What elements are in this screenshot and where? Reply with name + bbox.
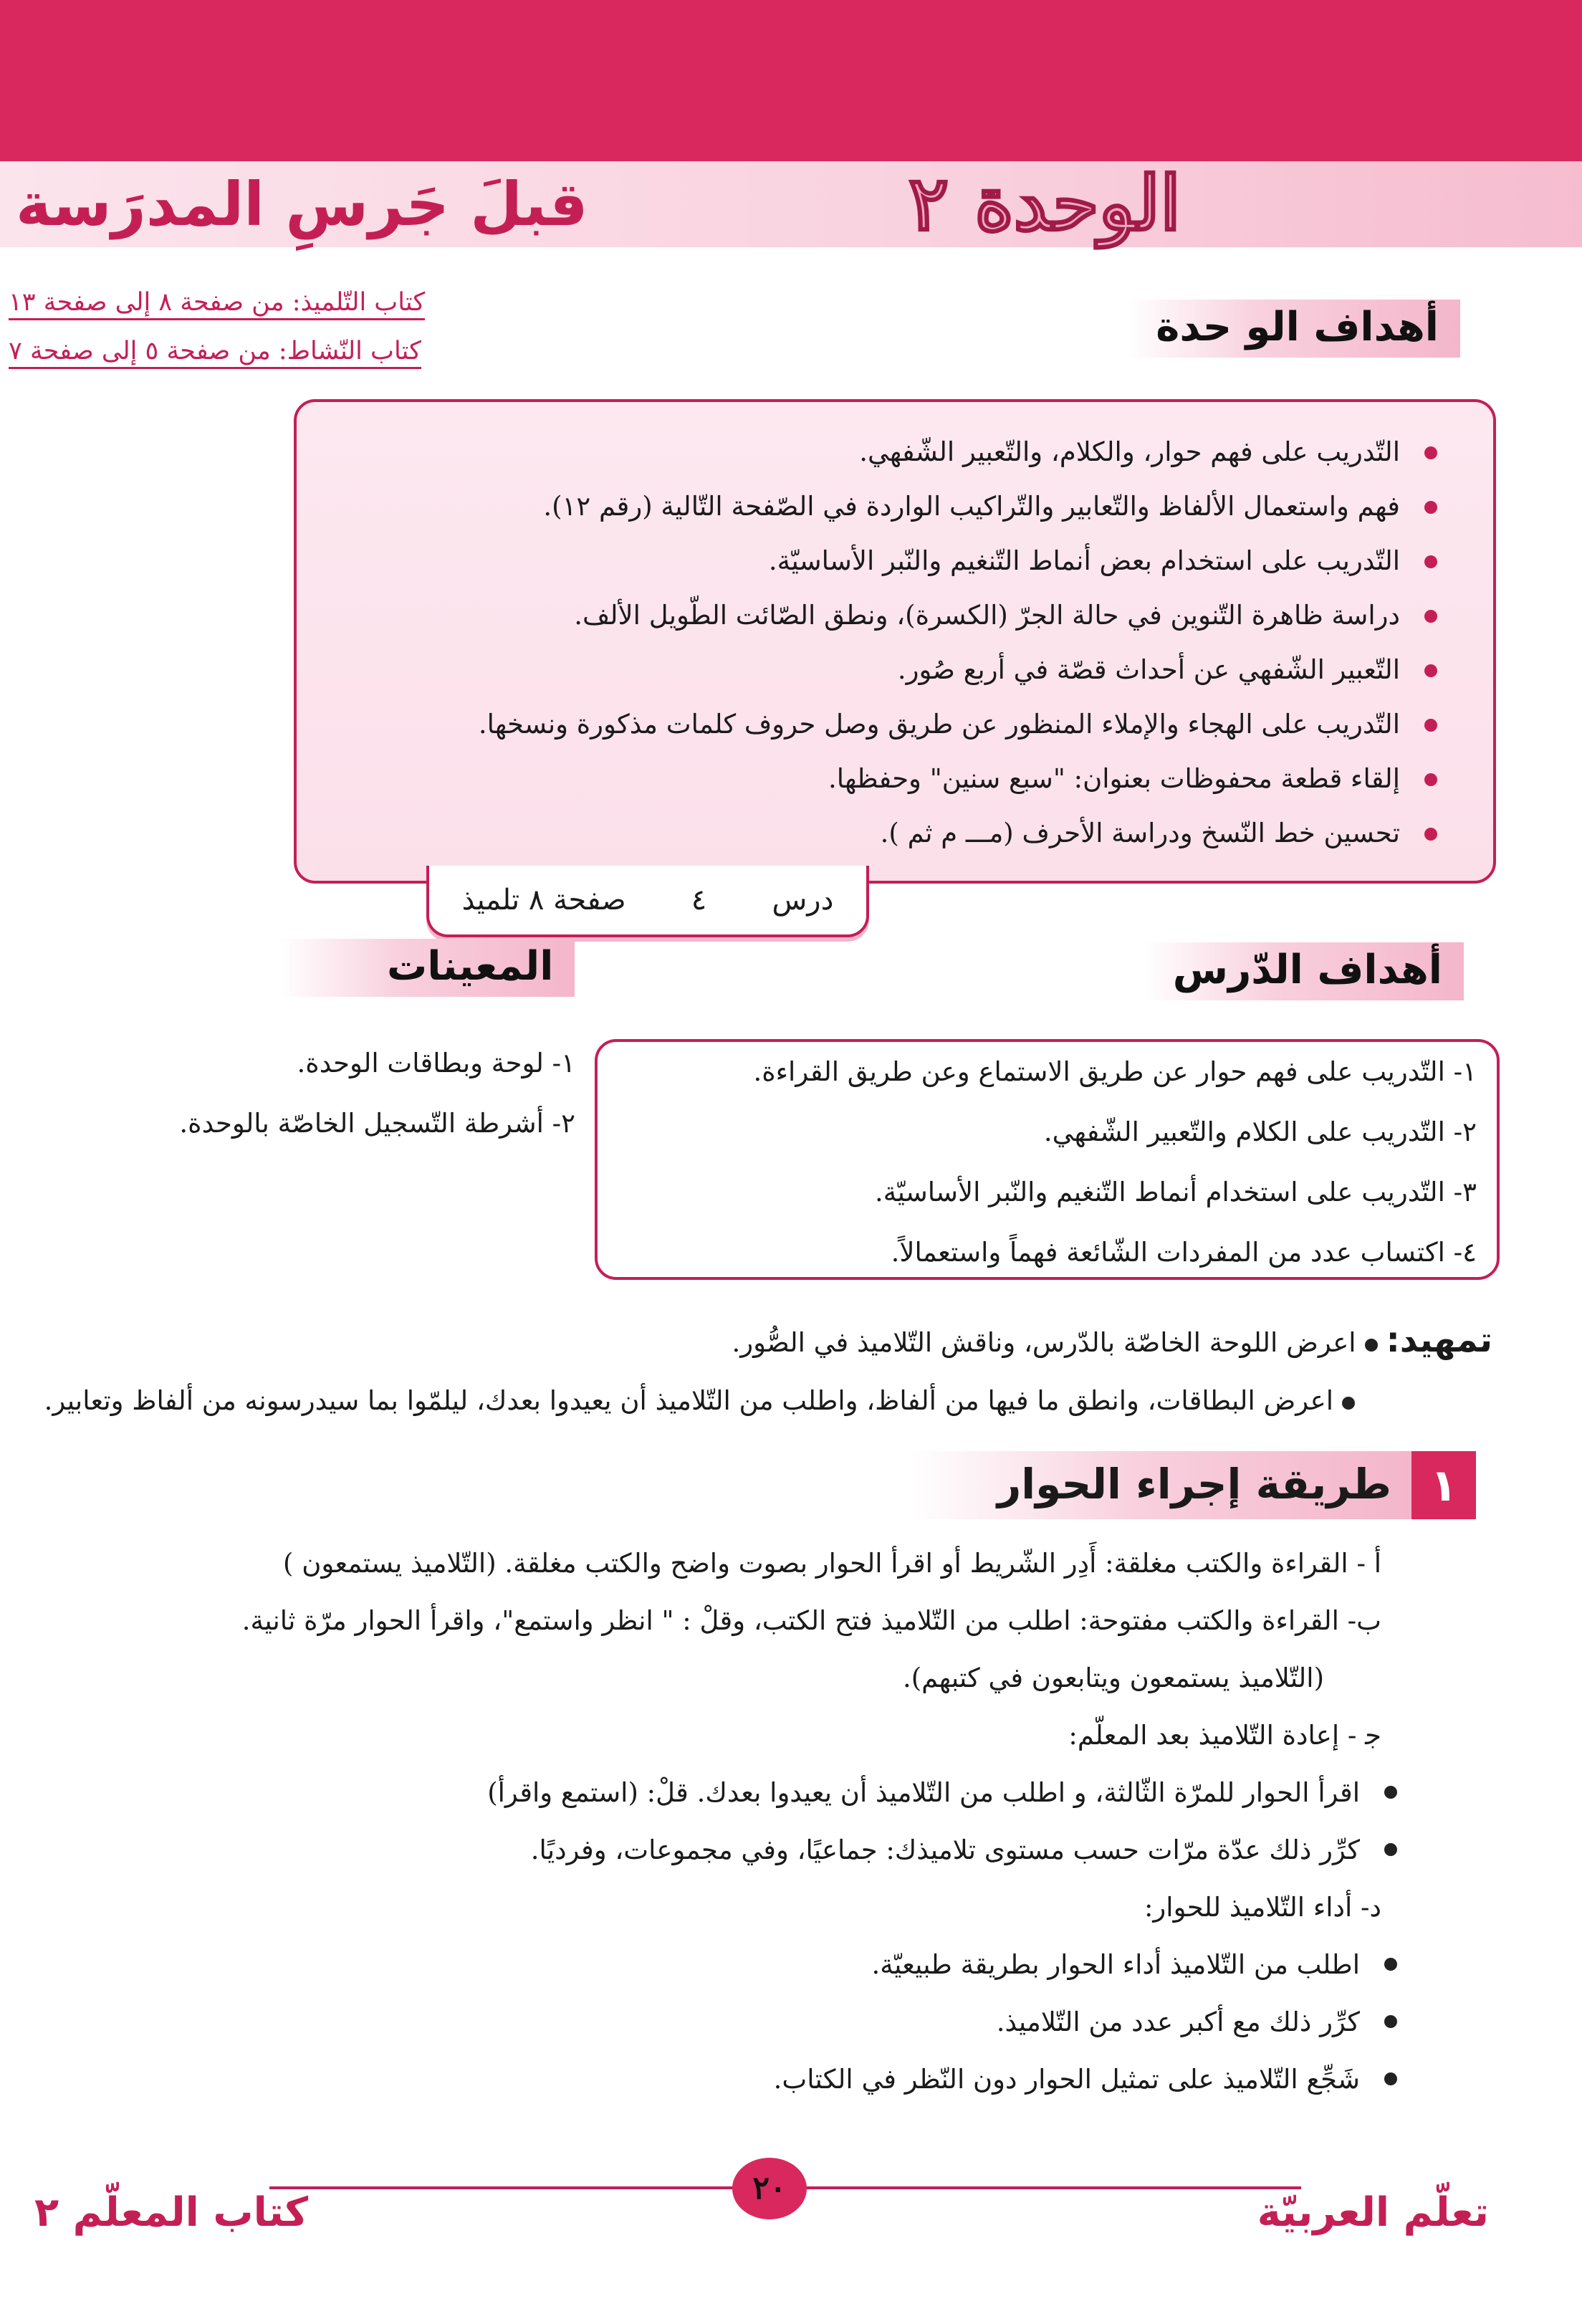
activity-book-ref: كتاب النّشاط: من صفحة ٥ إلى صفحة ٧ bbox=[9, 337, 421, 369]
lesson-label: درس bbox=[772, 884, 834, 917]
lesson-goals-heading: أهداف الدّرس bbox=[1144, 942, 1464, 1000]
unit-title: الوحدة ٢ bbox=[909, 159, 1181, 247]
list-item: ١- لوحة وبطاقات الوحدة. bbox=[297, 1048, 575, 1079]
list-item: ٣- التّدريب على استخدام أنماط التّنغيم والنّبر الأساسيّة. bbox=[874, 1177, 1477, 1208]
intro-line-2 bbox=[44, 1372, 1363, 1430]
intro-text-1: اعرض اللوحة الخاصّة بالدّرس، وناقش التّلاميذ في الصُّور. bbox=[732, 1327, 1356, 1358]
list-item: فهم واستعمال الألفاظ والتّعابير والتّراكيب الواردة في الصّفحة التّالية (رقم ١٢). bbox=[297, 479, 1450, 534]
list-item: التّدريب على استخدام بعض أنماط التّنغيم والنّبر الأساسيّة. bbox=[297, 534, 1450, 588]
aids-list bbox=[179, 1033, 575, 1154]
footer-teacher-book: كتاب المعلّم ٢ bbox=[34, 2189, 309, 2236]
top-color-band bbox=[0, 0, 1582, 161]
list-item: ٢- أشرطة التّسجيل الخاصّة بالوحدة. bbox=[179, 1108, 575, 1139]
list-item: دراسة ظاهرة التّنوين في حالة الجرّ (الكسرة)، ونطق الصّائت الطّويل الألف. bbox=[297, 588, 1450, 643]
intro-line-1 bbox=[732, 1311, 1492, 1372]
step-d-list bbox=[774, 1936, 1410, 2108]
unit-goals-box bbox=[294, 399, 1496, 884]
aids-heading: المعينات bbox=[279, 939, 575, 997]
lesson-goals-list bbox=[598, 1042, 1497, 1283]
section-number-badge: ١ bbox=[1411, 1451, 1476, 1519]
footer-book-title: تعلّم العربيّة bbox=[1257, 2189, 1489, 2236]
intro-text-2: اعرض البطاقات، وانطق ما فيها من ألفاظ، واطلب من التّلاميذ أن يعيدوا بعدك، ليلمّوا بما سيدرسونه من ألفاظ وتعابير. bbox=[44, 1385, 1333, 1416]
student-book-ref: كتاب التّلميذ: من صفحة ٨ إلى صفحة ١٣ bbox=[9, 288, 425, 320]
list-item: التّعبير الشّفهي عن أحداث قصّة في أربع صُور. bbox=[297, 643, 1450, 697]
list-item: اقرأ الحوار للمرّة الثّالثة، و اطلب من التّلاميذ أن يعيدوا بعدك. قلْ: (استمع واقرأ) bbox=[487, 1764, 1410, 1822]
section-title: طريقة إجراء الحوار bbox=[911, 1451, 1411, 1519]
bullet-icon bbox=[1342, 1397, 1355, 1410]
step-d: د- أداء التّلاميذ للحوار: bbox=[1144, 1892, 1381, 1923]
list-item: ٤- اكتساب عدد من المفردات الشّائعة فهماً واستعمالاً. bbox=[891, 1237, 1477, 1268]
step-c-list bbox=[487, 1764, 1410, 1879]
lesson-number: ٤ bbox=[691, 884, 707, 917]
list-item: إلقاء قطعة محفوظات بعنوان: "سبع سنين" وحفظها. bbox=[297, 752, 1450, 806]
list-item: تحسين خط النّسخ ودراسة الأحرف (مـــ م ثم ). bbox=[297, 806, 1450, 861]
list-item: التّدريب على فهم حوار، والكلام، والتّعبير الشّفهي. bbox=[297, 425, 1450, 479]
list-item: ١- التّدريب على فهم حوار عن طريق الاستماع وعن طريق القراءة. bbox=[753, 1056, 1477, 1087]
list-item: كرِّر ذلك مع أكبر عدد من التّلاميذ. bbox=[774, 1994, 1410, 2051]
lesson-tab bbox=[426, 866, 869, 937]
list-item: ٢- التّدريب على الكلام والتّعبير الشّفهي. bbox=[1043, 1116, 1477, 1147]
list-item: شَجِّع التّلاميذ على تمثيل الحوار دون النّظر في الكتاب. bbox=[774, 2051, 1410, 2108]
step-a: أ - القراءة والكتب مغلقة: أَدِر الشّريط أو اقرأ الحوار بصوت واضح والكتب مغلقة. (التّلاميذ يستمعون ) bbox=[283, 1548, 1381, 1579]
unit-name: قبلَ جَرسِ المدرَسة bbox=[16, 169, 588, 239]
step-b: ب- القراءة والكتب مفتوحة: اطلب من التّلاميذ فتح الكتب، وقلْ : " انظر واستمع"، واقرأ الحوار مرّة ثانية. bbox=[241, 1605, 1381, 1636]
step-c: ﺟ - إعادة التّلاميذ بعد المعلّم: bbox=[1068, 1720, 1381, 1751]
unit-goals-list bbox=[297, 425, 1450, 861]
list-item: اطلب من التّلاميذ أداء الحوار بطريقة طبيعيّة. bbox=[774, 1936, 1410, 1994]
list-item: كرِّر ذلك عدّة مرّات حسب مستوى تلاميذك: جماعيًا، وفي مجموعات، وفرديًا. bbox=[487, 1822, 1410, 1879]
lesson-page: صفحة ٨ تلميذ bbox=[461, 884, 626, 917]
intro-label: تمهيد: bbox=[1386, 1320, 1492, 1360]
step-b-note: (التّلاميذ يستمعون ويتابعون في كتبهم). bbox=[902, 1663, 1324, 1693]
lesson-goals-box bbox=[595, 1039, 1500, 1280]
page-number: ٢٠ bbox=[732, 2158, 807, 2219]
unit-goals-heading: أهداف الو حدة bbox=[1127, 300, 1460, 358]
bullet-icon bbox=[1365, 1339, 1378, 1352]
list-item: التّدريب على الهجاء والإملاء المنظور عن طريق وصل حروف كلمات مذكورة ونسخها. bbox=[297, 697, 1450, 752]
